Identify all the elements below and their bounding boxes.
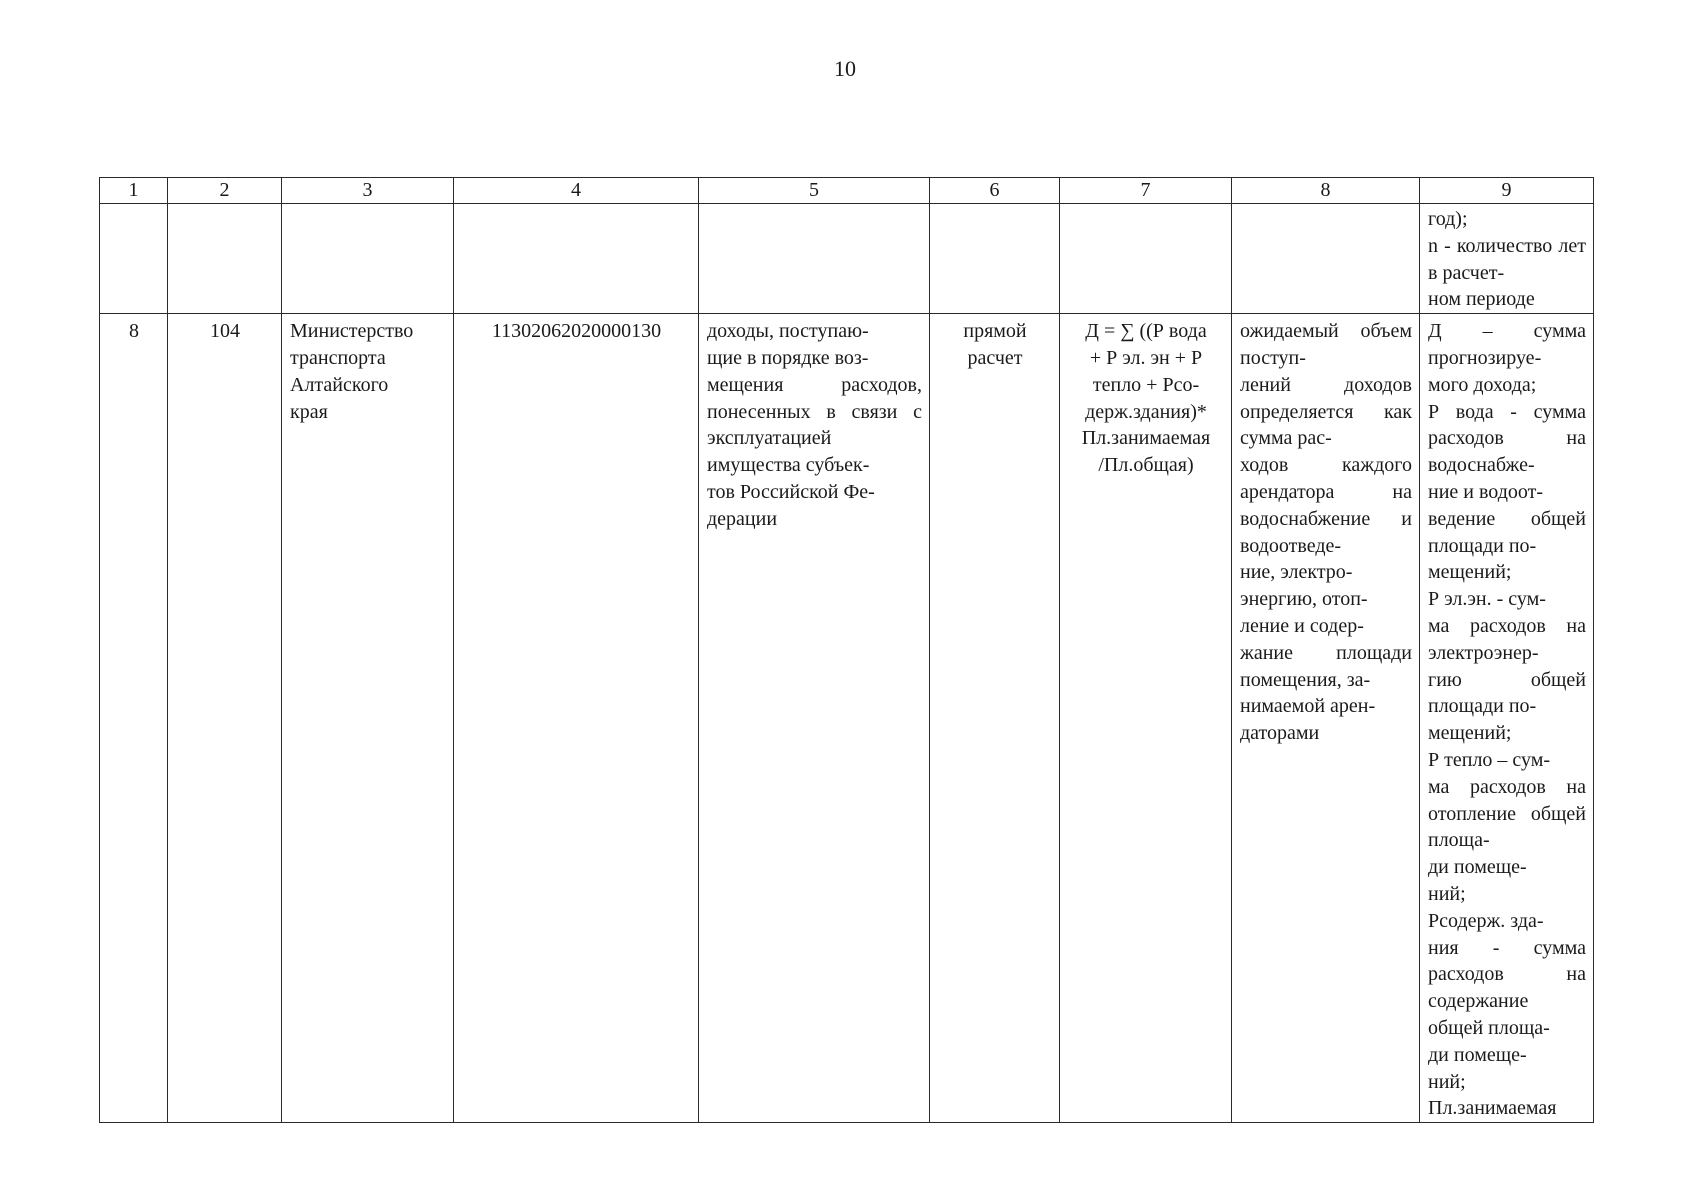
header-col-5: 5 xyxy=(699,178,930,204)
continuation-notes-text: год); n - количество лет в расчет- ном периоде xyxy=(1428,208,1586,311)
cell-indicator-description xyxy=(1420,314,1594,1123)
table-row-continuation xyxy=(100,204,1594,314)
cell-empty xyxy=(930,204,1060,314)
calc-method: прямой расчет xyxy=(963,320,1027,369)
cell-empty xyxy=(168,204,282,314)
header-col-7: 7 xyxy=(1060,178,1232,204)
admin-code: 104 xyxy=(210,320,240,343)
table-row xyxy=(100,314,1594,1123)
cell-empty xyxy=(699,204,930,314)
cell-row-number xyxy=(100,314,168,1123)
header-col-1: 1 xyxy=(100,178,168,204)
table-header-row xyxy=(100,178,1594,204)
header-col-9: 9 xyxy=(1420,178,1594,204)
cell-kbk-code xyxy=(454,314,699,1123)
formula: Д = ∑ ((Р вода + Р эл. эн + Р тепло + Рсо- держ.здания)* Пл.занимаемая /Пл.общая) xyxy=(1081,320,1211,477)
page-number-text: 10 xyxy=(834,56,856,81)
kbk-code: 11302062020000130 xyxy=(491,320,662,343)
cell-calc-method xyxy=(930,314,1060,1123)
row-number: 8 xyxy=(129,320,139,343)
administrator-name: Министерство транспорта Алтайского края xyxy=(290,320,414,423)
cell-admin-code xyxy=(168,314,282,1123)
header-col-3: 3 xyxy=(282,178,454,204)
revenue-name: доходы, поступаю- щие в порядке воз- мещения расходов, понесенных в связи с эксплуатацией имущества субъек- тов Российской Фе- дерации xyxy=(707,320,922,530)
cell-empty xyxy=(1060,204,1232,314)
cell-empty xyxy=(282,204,454,314)
revenue-table xyxy=(99,177,1594,1123)
cell-empty xyxy=(100,204,168,314)
cell-empty xyxy=(1232,204,1420,314)
cell-revenue-name xyxy=(699,314,930,1123)
cell-algorithm-description xyxy=(1232,314,1420,1123)
indicator-description: Д – сумма прогнозируе- мого дохода; Р вода - сумма расходов на водоснабже- ние и водоот- ведение общей площади по- мещений; Р эл.эн. - сум- ма расходов на электроэнер- гию общей площади по- мещений; Р тепло – сум- ма расходов на отопление общей площа- ди помещe- ний; Рсодерж. зда- ния - сумма расходов на содержание общей площа- ди помеще- ний; Пл.занимаемая xyxy=(1428,320,1586,1120)
page-number xyxy=(0,56,1696,82)
cell-administrator-name xyxy=(282,314,454,1123)
cell-continuation-formula-notes xyxy=(1420,204,1594,314)
algorithm-description: ожидаемый объем поступ- лений доходов определяется как сумма рас- ходов каждого арендатора на водоснабжение и водоотведе- ние, электро- энергию, отоп- ление и содер- жание площади помещения, за- нимаемой арен- даторами xyxy=(1240,320,1412,745)
header-col-8: 8 xyxy=(1232,178,1420,204)
cell-formula xyxy=(1060,314,1232,1123)
cell-empty xyxy=(454,204,699,314)
header-col-6: 6 xyxy=(930,178,1060,204)
header-col-4: 4 xyxy=(454,178,699,204)
header-col-2: 2 xyxy=(168,178,282,204)
